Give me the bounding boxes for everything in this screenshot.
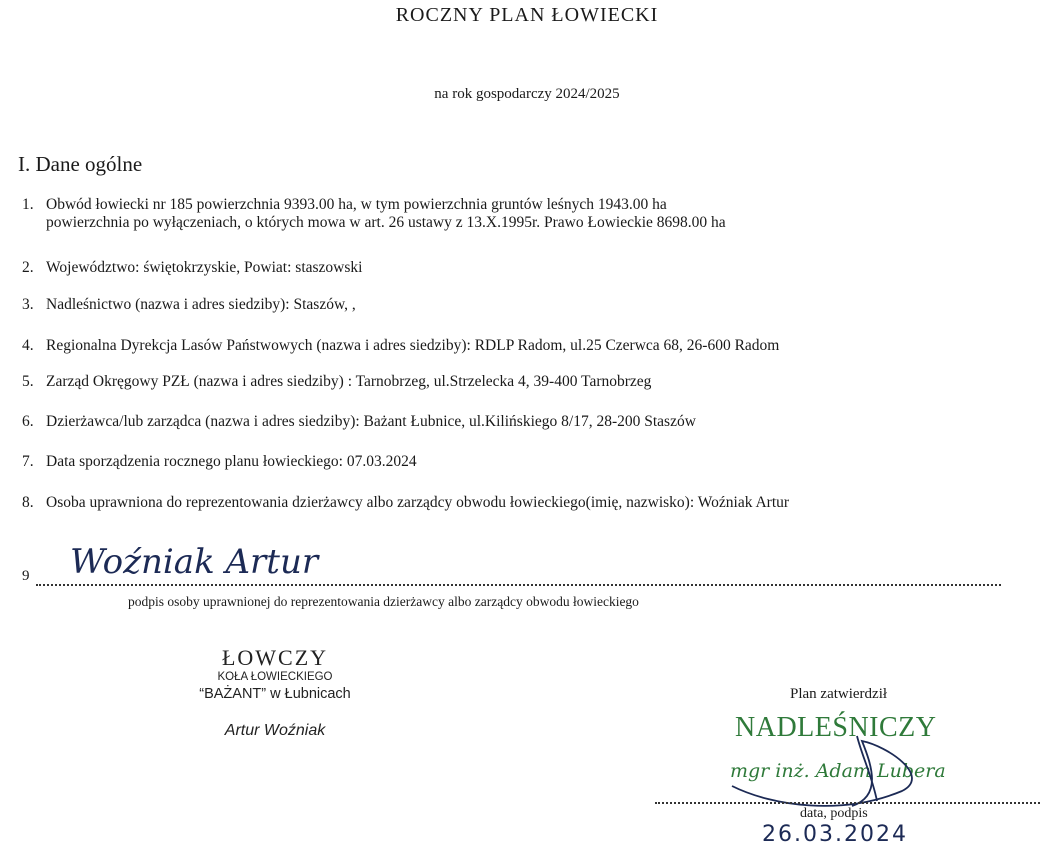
document-subtitle: na rok gospodarczy 2024/2025 <box>434 86 620 102</box>
list-item-7 <box>22 453 417 471</box>
list-item-2 <box>22 259 362 277</box>
item-number: 1. <box>22 196 34 213</box>
item-text: Nadleśnictwo (nazwa i adres siedziby): Staszów, , <box>46 296 356 313</box>
list-item-3 <box>22 296 356 314</box>
lowczy-stamp-name: Artur Woźniak <box>224 722 326 739</box>
item-text: Województwo: świętokrzyskie, Powiat: staszowski <box>46 259 363 276</box>
nadlesniczy-stamp-title: NADLEŚNICZY <box>735 712 937 743</box>
signature-dotted-line <box>36 584 1001 586</box>
list-item-5 <box>22 373 651 391</box>
section-heading: I. Dane ogólne <box>18 152 143 176</box>
list-item-8 <box>22 494 789 512</box>
item-number: 5. <box>22 373 34 390</box>
item-text: Zarząd Okręgowy PZŁ (nazwa i adres siedziby) : Tarnobrzeg, ul.Strzelecka 4, 39-400 Tarnobrzeg <box>46 373 652 390</box>
item-number: 2. <box>22 259 34 276</box>
lowczy-stamp-line2: “BAŻANT” w Łubnicach <box>199 686 351 702</box>
signature-caption: podpis osoby uprawnionej do reprezentowania dzierżawcy albo zarządcy obwodu łowieckiego <box>128 594 639 609</box>
document-title: ROCZNY PLAN ŁOWIECKI <box>395 4 659 26</box>
nadlesniczy-stamp-name: mgr inż. Adam Lubera <box>730 760 946 782</box>
approval-caption: data, podpis <box>800 806 868 821</box>
item-number: 3. <box>22 296 34 313</box>
lowczy-stamp-line1: KOŁA ŁOWIECKIEGO <box>217 671 333 683</box>
item-number: 4. <box>22 337 34 354</box>
list-item-4 <box>22 337 779 355</box>
list-item-1 <box>22 196 726 232</box>
item-number: 6. <box>22 413 34 430</box>
item-number: 8. <box>22 494 34 511</box>
handwritten-date: 26.03.2024 <box>762 822 908 847</box>
list-item-6 <box>22 413 696 431</box>
handwritten-signature: Woźniak Artur <box>70 542 319 582</box>
approval-dotted-line <box>655 802 1040 804</box>
item-text: Data sporządzenia rocznego planu łowieckiego: 07.03.2024 <box>46 453 417 470</box>
lowczy-stamp-title: ŁOWCZY <box>221 645 329 670</box>
item-text: Osoba uprawniona do reprezentowania dzierżawcy albo zarządcy obwodu łowieckiego(imię, nazwisko): Woźniak Artur <box>46 494 790 511</box>
item-text-continued: powierzchnia po wyłączeniach, o których mowa w art. 26 ustawy z 13.X.1995r. Prawo Łowieckie 8698.00 ha <box>46 214 726 231</box>
item-text: Regionalna Dyrekcja Lasów Państwowych (nazwa i adres siedziby): RDLP Radom, ul.25 Czerwca 68, 26-600 Radom <box>46 337 780 354</box>
approval-label: Plan zatwierdził <box>790 686 888 702</box>
item-text: Obwód łowiecki nr 185 powierzchnia 9393.00 ha, w tym powierzchnia gruntów leśnych 1943.00 ha <box>46 196 667 213</box>
signature-number: 9 <box>22 568 30 584</box>
item-text: Dzierżawca/lub zarządca (nazwa i adres siedziby): Bażant Łubnice, ul.Kilińskiego 8/17, 28-200 Staszów <box>46 413 696 430</box>
item-number: 7. <box>22 453 34 470</box>
